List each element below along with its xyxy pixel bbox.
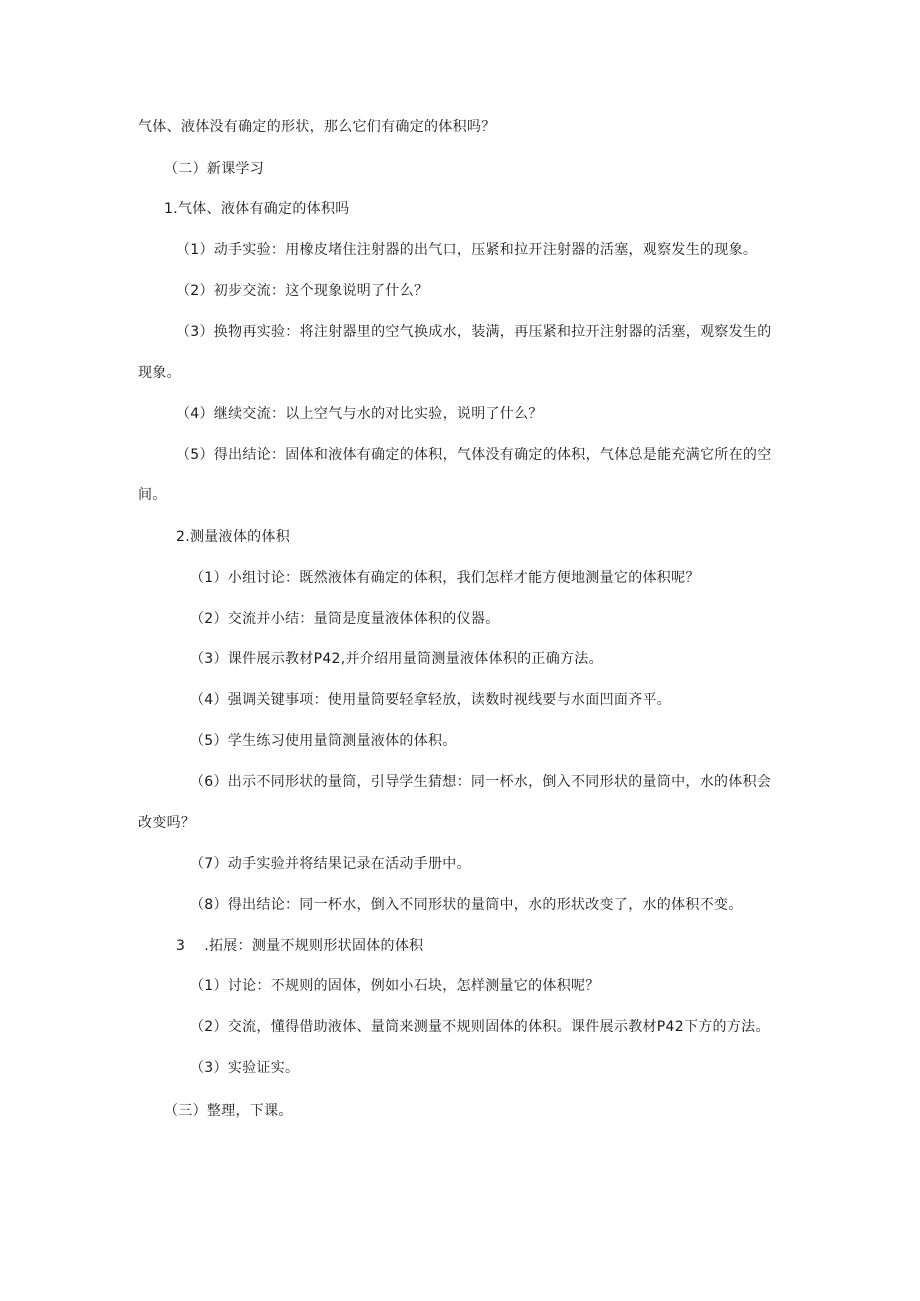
topic-1-step-4: （4）继续交流：以上空气与水的对比实验，说明了什么？ — [176, 406, 543, 422]
topic-1-step-3: （3）换物再实验：将注射器里的空气换成水，装满，再压紧和拉开注射器的活塞，观察发生的 — [176, 324, 772, 340]
topic-2-step-6: （6）出示不同形状的量筒，引导学生猜想：同一杯水，倒入不同形状的量筒中，水的体积会 — [190, 774, 772, 790]
topic-2-step-2: （2）交流并小结：量筒是度量液体体积的仪器。 — [190, 611, 500, 627]
topic-3-step-1: （1）讨论：不规则的固体，例如小石块，怎样测量它的体积呢？ — [190, 978, 600, 994]
topic-2-step-6-cont: 改变吗？ — [138, 815, 196, 831]
intro-question: 气体、液体没有确定的形状，那么它们有确定的体积吗？ — [138, 119, 496, 135]
section-new-lesson: （二）新课学习 — [164, 161, 265, 177]
topic-2-heading: 2.测量液体的体积 — [176, 529, 291, 545]
topic-3-heading: 3 .拓展：测量不规则形状固体的体积 — [176, 938, 424, 954]
topic-1-step-2: （2）初步交流：这个现象说明了什么？ — [176, 283, 429, 299]
topic-2-step-4: （4）强调关键事项：使用量筒要轻拿轻放，读数时视线要与水面凹面齐平。 — [190, 692, 672, 708]
section-wrap-up: （三）整理，下课。 — [164, 1103, 293, 1119]
topic-2-step-5: （5）学生练习使用量筒测量液体的体积。 — [190, 733, 457, 749]
topic-1-step-3-cont: 现象。 — [138, 365, 181, 381]
topic-3-step-2: （2）交流，懂得借助液体、量筒来测量不规则固体的体积。课件展示教材P42下方的方法。 — [190, 1019, 770, 1035]
topic-1-step-5-cont: 间。 — [138, 487, 167, 503]
topic-1-step-5: （5）得出结论：固体和液体有确定的体积，气体没有确定的体积，气体总是能充满它所在的空 — [176, 447, 772, 463]
topic-2-step-1: （1）小组讨论：既然液体有确定的体积，我们怎样才能方便地测量它的体积呢？ — [190, 570, 700, 586]
topic-1-step-1: （1）动手实验：用橡皮堵住注射器的出气口，压紧和拉开注射器的活塞，观察发生的现象。 — [176, 242, 758, 258]
topic-3-step-3: （3）实验证实。 — [190, 1060, 300, 1076]
topic-1-heading: 1.气体、液体有确定的体积吗 — [164, 201, 350, 217]
topic-2-step-8: （8）得出结论：同一杯水，倒入不同形状的量筒中，水的形状改变了，水的体积不变。 — [190, 897, 743, 913]
topic-2-step-7: （7）动手实验并将结果记录在活动手册中。 — [190, 856, 471, 872]
topic-2-step-3: （3）课件展示教材P42,并介绍用量筒测量液体体积的正确方法。 — [190, 651, 603, 667]
